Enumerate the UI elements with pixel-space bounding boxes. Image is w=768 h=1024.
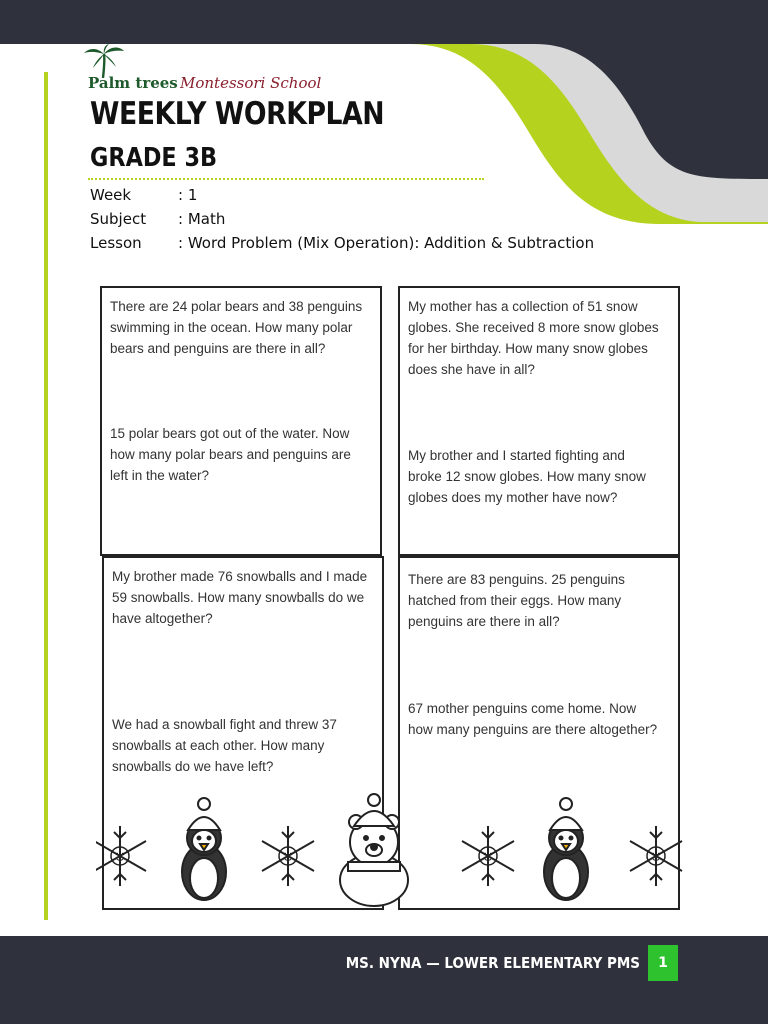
info-lesson-row bbox=[90, 234, 594, 252]
page-number-badge: 1 bbox=[648, 945, 678, 981]
snowflake-icon bbox=[630, 826, 682, 886]
logo-brand-text: Palm trees bbox=[88, 74, 178, 92]
polar-bear-icon bbox=[340, 794, 408, 906]
penguin-icon bbox=[544, 798, 588, 900]
snowflake-icon bbox=[262, 826, 314, 886]
grade-heading: GRADE 3B bbox=[90, 143, 218, 173]
dotted-divider bbox=[88, 178, 484, 180]
lesson-value: : Word Problem (Mix Operation): Addition & Subtraction bbox=[178, 234, 595, 252]
page-title: WEEKLY WORKPLAN bbox=[90, 96, 385, 132]
question-box2-part2: My brother and I started fighting and broke 12 snow globes. How many snow globes does my mother have now? bbox=[408, 448, 646, 505]
question-box3-part2: We had a snowball fight and threw 37 snowballs at each other. How many snowballs do we have left? bbox=[112, 717, 337, 774]
question-box4-part2: 67 mother penguins come home. Now how many penguins are there altogether? bbox=[408, 701, 658, 737]
question-box3-part1: My brother made 76 snowballs and I made 59 snowballs. How many snowballs do we have altogether? bbox=[112, 569, 368, 626]
penguin-icon bbox=[182, 798, 226, 900]
left-accent-rule bbox=[44, 72, 48, 920]
info-week-row bbox=[90, 186, 197, 204]
school-logo bbox=[84, 44, 344, 98]
logo-script-text: Montessori School bbox=[180, 74, 322, 92]
subject-label: Subject bbox=[90, 210, 147, 228]
top-band bbox=[0, 0, 768, 44]
week-label: Week bbox=[90, 186, 132, 204]
footer-teacher-label: MS. NYNA — LOWER ELEMENTARY PMS bbox=[345, 954, 640, 972]
info-subject-row bbox=[90, 210, 225, 228]
problem-box-top-left bbox=[100, 286, 382, 556]
snowflake-icon bbox=[462, 826, 514, 886]
question-box1-part2: 15 polar bears got out of the water. Now how many polar bears and penguins are left in the water? bbox=[110, 426, 351, 483]
question-box1-part1: There are 24 polar bears and 38 penguins swimming in the ocean. How many polar bears and penguins are there in all? bbox=[110, 299, 363, 356]
palm-tree-icon bbox=[84, 44, 128, 78]
problem-box-top-right bbox=[398, 286, 680, 556]
question-box4-part1: There are 83 penguins. 25 penguins hatched from their eggs. How many penguins are there in all? bbox=[408, 572, 625, 629]
subject-value: : Math bbox=[178, 210, 226, 228]
winter-border-illustration bbox=[96, 792, 692, 908]
week-value: : 1 bbox=[178, 186, 198, 204]
snowflake-icon bbox=[96, 826, 146, 886]
question-box2-part1: My mother has a collection of 51 snow globes. She received 8 more snow globes for her birthday. How many snow globes does she have in all? bbox=[408, 299, 659, 377]
lesson-label: Lesson bbox=[90, 234, 142, 252]
